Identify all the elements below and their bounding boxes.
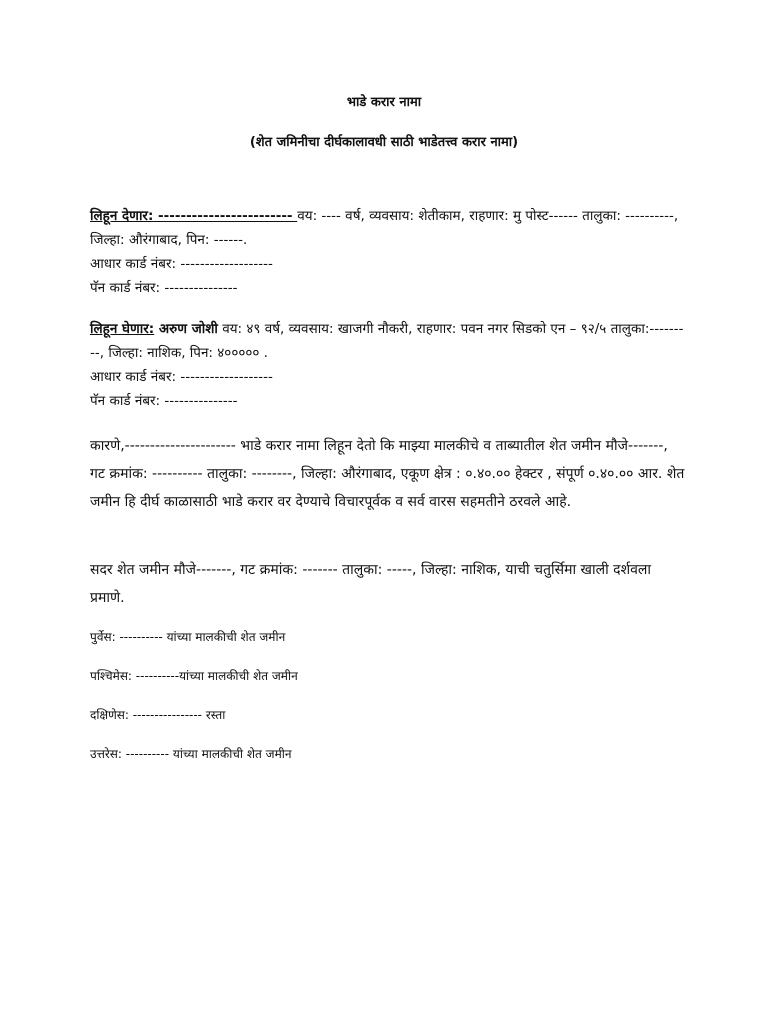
- land-text: सदर शेत जमीन मौजे-------, गट क्रमांक: ------- तालुका: -----, जिल्हा: नाशिक, याची चतुर्सिमा खाली दर्शवला प्रमाणे.: [90, 562, 652, 606]
- giver-aadhaar: आधार कार्ड नंबर: -------------------: [90, 256, 273, 272]
- boundary-south: दक्षिणेस: ---------------- रस्ता: [90, 708, 226, 722]
- taker-pan: पॅन कार्ड नंबर: ---------------: [90, 393, 238, 409]
- boundary-east: पुर्वेस: ---------- यांच्या मालकीची शेत जमीन: [90, 630, 286, 644]
- taker-section: [90, 317, 686, 413]
- taker-aadhaar: आधार कार्ड नंबर: -------------------: [90, 369, 273, 385]
- giver-line: [90, 204, 686, 252]
- lease-text: कारणे,---------------------- भाडे करार नामा लिहून देतो कि माझ्या मालकीचे व ताब्यातील शेत जमीन मौजे-------, गट क्रमांक: ---------- तालुका: --------, जिल्हा: औरंगाबाद, एकूण क्षेत्र : ०.४०.०० हेक्टर , संपूर्ण ०.४०.०० आर. शेत जमीन हि दीर्घ काळासाठी भाडे करार वर देण्याचे विचारपूर्वक व सर्व वारस सहमतीने ठरवले आहे.: [90, 438, 685, 510]
- giver-details: वय: ---- वर्ष, व्यवसाय: शेतीकाम, राहणार: मु पोस्ट------ तालुका: ----------, जिल्हा: औरंगाबाद, पिन: ------.: [90, 208, 679, 248]
- taker-line: [90, 317, 686, 365]
- lease-paragraph: [90, 432, 686, 516]
- giver-section: [90, 204, 686, 300]
- boundary-west: पश्चिमेस: ----------यांच्या मालकीची शेत जमीन: [90, 669, 298, 683]
- giver-name: ------------------------: [153, 208, 298, 224]
- document-title: भाडे करार नामा: [346, 95, 422, 110]
- taker-label: लिहून घेणार:: [90, 321, 155, 337]
- land-paragraph: [90, 556, 686, 612]
- giver-label: लिहून देणार:: [90, 208, 154, 224]
- boundary-north: उत्तरेस: ---------- यांच्या मालकीची शेत जमीन: [90, 747, 292, 761]
- document-subtitle: (शेत जमिनीचा दीर्घकालावधी साठी भाडेतत्त्व करार नामा): [249, 135, 519, 150]
- taker-details: वय: ४९ वर्ष, व्यवसाय: खाजगी नौकरी, राहणार: पवन नगर सिडको एन – ९२/५ तालुका:---------, जिल्हा: नाशिक, पिन: ४००००० .: [90, 321, 684, 361]
- taker-name: अरुण जोशी: [154, 321, 218, 337]
- giver-pan: पॅन कार्ड नंबर: ---------------: [90, 280, 238, 296]
